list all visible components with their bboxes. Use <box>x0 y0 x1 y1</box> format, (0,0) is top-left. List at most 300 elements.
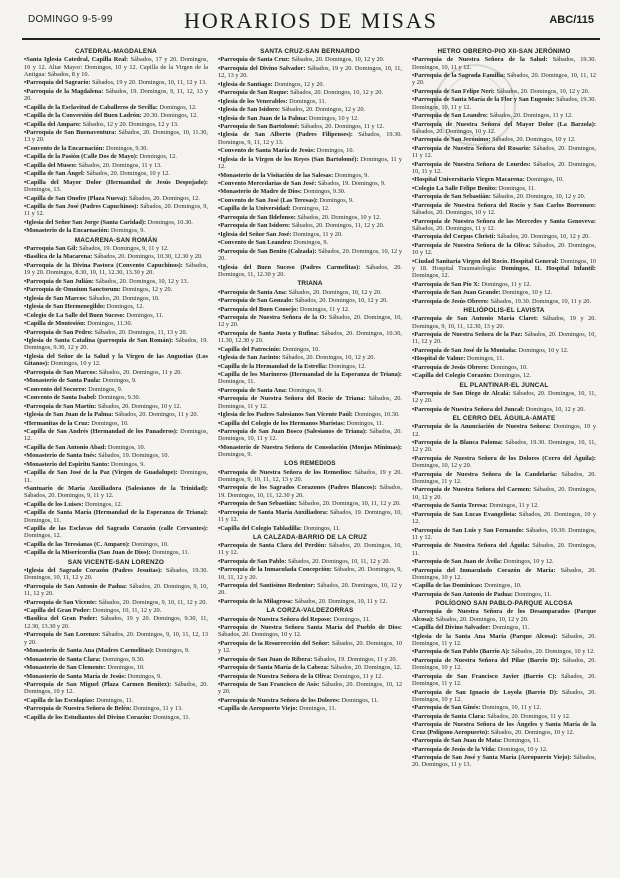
mass-schedule-entry <box>24 369 208 376</box>
church-name: Parroquia de la Anunciación de Nuestra Señora: <box>414 423 551 431</box>
church-name: Capilla de San Onofre (Plaza Nueva): <box>26 194 128 202</box>
mass-schedule-entry <box>412 673 596 688</box>
mass-schedule-entry <box>412 511 596 526</box>
mass-schedule-entry <box>412 704 596 711</box>
church-name: Monasterio de San Clemente: <box>26 664 106 672</box>
mass-schedule-entry <box>218 222 402 229</box>
mass-schedule-entry <box>218 306 402 313</box>
section-heading: TRIANA <box>297 280 323 288</box>
church-name: Parroquia de San Leandro: <box>414 112 488 120</box>
mass-schedule-entry <box>218 197 402 204</box>
church-name: Parroquia de la Resurrección del Señor: <box>220 639 330 647</box>
mass-schedule-entry <box>412 754 596 769</box>
church-name: Parroquia de Santa Justa y Rufina: <box>220 329 319 337</box>
mass-times: Domingos, 12. <box>157 103 197 111</box>
church-name: Parroquia de Santa María de la Cabeza: <box>220 664 329 672</box>
mass-times: Sábados, 19.30. Domingos, 9, 11, 12 y 13. <box>218 131 402 146</box>
church-name: Parroquia de Nuestra Señora de la Candelaria: <box>414 470 558 478</box>
mass-schedule-entry <box>218 115 402 122</box>
mass-schedule-entry <box>218 469 402 484</box>
church-name: Capilla de San Andrés (Hermandad de los Panaderos): <box>26 428 178 436</box>
church-name: Parroquia de San Pedro: <box>26 328 93 336</box>
section-heading: CATEDRAL-MAGDALENA <box>75 48 157 55</box>
mass-times: Sábados, 20. Domingos, 10. <box>87 294 160 302</box>
mass-schedule-entry <box>412 112 596 119</box>
church-name: Iglesia del Señor San Jorge (Santa Caridad): <box>26 218 147 226</box>
church-name: Capilla de San José (Padres Capuchinos): <box>26 203 139 211</box>
mass-schedule-entry <box>412 218 596 233</box>
mass-schedule-entry <box>218 89 402 96</box>
mass-schedule-entry <box>218 56 402 63</box>
mass-schedule-entry <box>24 112 208 119</box>
mass-schedule-entry <box>412 289 596 296</box>
church-name: Parroquia de Santa Cruz: <box>220 56 290 64</box>
church-name: Convento de la Encarnación: <box>26 144 105 152</box>
church-name: Parroquia de Nuestra Señora de los Remedios: <box>220 468 352 476</box>
church-name: Parroquia de Nuestra Señora del Águila: <box>414 542 530 550</box>
mass-times: Sábados, 20. Domingos, 10 y 12. <box>509 648 595 656</box>
mass-times: Domingos, 9. <box>292 239 329 247</box>
mass-times: Sábados, 19 y 20. Domingos, 10, 11, 12 y 13. <box>90 79 207 87</box>
mass-schedule-entry <box>24 428 208 443</box>
mass-schedule-entry <box>218 566 402 581</box>
mass-schedule-entry <box>24 541 208 548</box>
mass-times: Domingos, 10. <box>106 443 146 451</box>
church-name: Monasterio de Santa Inés: <box>26 452 97 460</box>
church-name: Parroquia de San Luis y San Fernando: <box>414 526 524 534</box>
mass-schedule-entry <box>24 549 208 556</box>
mass-times: Sábados, 20. Domingos, 11 y 12. <box>218 395 402 410</box>
church-name: Colegio La Salle Felipe Benito: <box>414 184 498 192</box>
mass-times: Sábados, 20. Domingos, 10 y 12. <box>489 728 575 736</box>
mass-times: Sábados, 20. Domingos, 10 y 12. <box>490 136 576 144</box>
church-name: Capilla de la Universidad: <box>220 205 291 213</box>
church-name: Iglesia de Santa Catalina (parroquia de San Román): <box>26 337 174 345</box>
church-name: Hermanitas de la Cruz: <box>26 419 90 427</box>
mass-times: Sábados, 17 y 20. Domingos, 10 y 12. Altar Mayor: Domingos, 10 y 12. Capilla de la Virgen de la Antigua: Sábados, 8 y 10. <box>24 56 208 78</box>
mass-schedule-entry <box>218 172 402 179</box>
church-name: Parroquia de Nuestra Señora del Rosario: <box>414 144 531 152</box>
church-name: Iglesia de la Virgen de los Reyes (San Bartolomé): <box>220 155 359 163</box>
column-middle <box>218 46 402 872</box>
church-name: Parroquia de la Milagrosa: <box>220 597 293 605</box>
mass-times: Domingos, 9. <box>153 647 190 655</box>
church-name: Parroquia de Jesús de la Vida: <box>414 745 497 753</box>
mass-schedule-entry <box>218 656 402 663</box>
mass-times: Domingos, 10 y 12. <box>500 289 552 297</box>
mass-schedule-entry <box>412 406 596 413</box>
mass-times: Sábados, 19. Domingos, 9. <box>316 180 386 187</box>
mass-schedule-entry <box>412 608 596 623</box>
column-right <box>412 46 596 872</box>
church-name: Parroquia de Nuestra Señora del Rocío de Triana: <box>220 395 366 403</box>
mass-schedule-entry <box>24 377 208 384</box>
mass-times: Sábados, 19 y 20. Domingos, 10, 11, 12, 13 y 20. <box>218 64 402 80</box>
mass-schedule-entry <box>218 420 402 427</box>
mass-schedule-entry <box>24 56 208 78</box>
church-name: Parroquia de San Benito (Calzada): <box>220 247 317 255</box>
church-name: Iglesia de San Isidoro: <box>220 106 281 114</box>
mass-times: Sábados, 20. Domingos, 10, 12 y 20. <box>434 615 529 623</box>
mass-times: Sábados, 19.30. Domingos, 10, 11 y 20. <box>488 297 592 305</box>
mass-times: Sábados, 20. Domingos, 10 y 12. <box>412 209 496 217</box>
church-name: Capilla de la Esclavitud de Caballeros de Sevilla: <box>26 103 158 111</box>
mass-times: Domingos, 9. <box>100 377 137 385</box>
mass-times: Domingos, 11. <box>301 524 341 532</box>
church-name: Parroquia de San Marcos: <box>26 368 98 376</box>
mass-times: Sábados, 20. Domingos, 10 y 12. <box>412 688 596 703</box>
mass-schedule-entry <box>218 616 402 623</box>
mass-times: Sábados, 20. Domingos, 10 y 12. <box>96 402 182 410</box>
church-name: Convento del Socorro: <box>26 385 87 393</box>
mass-times: Sábados, 20. Domingos, 11, 13 y 20. <box>92 328 188 336</box>
mass-times: Domingos, 12. <box>105 303 144 311</box>
mass-schedule-entry <box>218 214 402 221</box>
mass-schedule-entry <box>218 156 402 171</box>
mass-times: Sábados, 19.30. Domingos, 10, 11, 12 y 20. <box>412 439 596 454</box>
section-heading: LOS REMEDIOS <box>284 460 336 468</box>
mass-schedule-entry <box>412 372 596 379</box>
mass-times: Sábados, 20. Domingos, 10, 11 y 12. <box>218 542 402 557</box>
mass-schedule-entry <box>218 248 402 263</box>
mass-schedule-entry <box>24 444 208 451</box>
church-name: Parroquia de San Francisco Javier (Barrio C): <box>414 672 557 680</box>
mass-schedule-entry <box>218 444 402 459</box>
mass-times: Sábados, 20. Domingos, 10, 11.30, 13 y 20. <box>24 129 208 144</box>
mass-times: Domingos, 11. <box>287 97 327 105</box>
mass-times: Sábados, 20. Domingos, 11. <box>412 542 596 557</box>
church-name: Parroquia de la Blanca Paloma: <box>414 439 503 447</box>
mass-schedule-entry <box>412 746 596 753</box>
mass-schedule-entry <box>24 195 208 202</box>
mass-times: Domingos, 10 y 12. <box>496 745 548 753</box>
mass-times: Domingos, 9.30. <box>301 188 346 196</box>
mass-schedule-entry <box>24 607 208 614</box>
mass-times: Domingos, 12. <box>24 532 62 540</box>
mass-schedule-entry <box>24 337 208 352</box>
church-name: Capilla de la Conversión del Buen Ladrón: <box>26 112 142 120</box>
mass-times: Sábados, 20. Domingos, 10 y 12. <box>412 127 496 135</box>
mass-times: Domingos, 10, 12 y 20. <box>412 462 472 470</box>
church-name: Santuario de María Auxiliadora (Salesianos de la Trinidad): <box>26 485 208 493</box>
mass-times: Domingos, 10, 12 y 20. <box>524 405 585 413</box>
church-name: Capilla de los Estudiantes del Divino Corazón: <box>26 713 152 721</box>
mass-times: Domingos, 12. <box>138 153 177 161</box>
mass-times: Sábados, 20. Domingos, 10, 11, 12 y 20. <box>412 389 596 405</box>
mass-times: Sábados, 20. Domingos, 10 y 12. <box>295 213 381 221</box>
mass-times: Sábados, 20. Domingos, 10, 12 y 20. <box>495 233 590 241</box>
mass-schedule-entry <box>24 714 208 721</box>
mass-times: Domingos, 10. <box>488 363 528 371</box>
church-name: Iglesia de San Juan de la Palma: <box>26 411 114 419</box>
mass-times: Domingos, 10 y 12. <box>49 360 101 368</box>
mass-times: Domingos, 10 y 18. Hospital Traumatología: <box>412 257 596 273</box>
mass-times: Sábados, 20. Domingos, 10, 12 y 20. <box>218 314 402 329</box>
church-name: Parroquia de Nuestra Señora de las Mercedes y Santa Genoveva: <box>414 217 596 225</box>
mass-schedule-entry <box>24 599 208 606</box>
church-name: Convento de Santa María de Jesús: <box>220 147 316 155</box>
mass-schedule-entry <box>24 583 208 598</box>
mass-times: Sábados, 19 y 20. Domingos, 9.30, 11, 12.30, 13.30 y 20. <box>24 615 208 630</box>
mass-schedule-entry <box>24 411 208 418</box>
mass-times: Sábados, 19 y 20. Domingos, 9, 10, 11, 12, 13 y 20. <box>218 468 402 483</box>
church-name: Parroquia del Santísimo Redentor: <box>220 582 316 590</box>
mass-schedule-entry <box>412 471 596 486</box>
mass-times: Sábados, 19. Domingos, 9.30, 12 y 20. <box>24 337 208 352</box>
mass-schedule-entry <box>24 525 208 540</box>
mass-schedule-entry <box>24 615 208 630</box>
mass-times: Domingos, 11 y 12. <box>479 280 532 288</box>
church-name: Parroquia de San Juan de Ribera: <box>220 655 313 663</box>
church-name: Capilla de la Pasión (Calle Dos de Mayo): <box>26 153 138 161</box>
church-name: Parroquia de Nuestra Señora del Juncal: <box>414 405 525 413</box>
mass-times: Domingos, 11. <box>218 378 256 386</box>
church-name: Capilla de Montesión: <box>26 320 86 328</box>
mass-times: Domingos, 9. <box>126 672 162 680</box>
mass-schedule-entry <box>218 387 402 394</box>
church-name: Parroquia de San José y Santa María (Aeropuerto Viejo): <box>414 754 572 762</box>
mass-schedule-entry <box>218 106 402 113</box>
mass-times: Sábados, 20. Domingos, 10 y 12. <box>412 656 596 672</box>
mass-schedule-entry <box>24 673 208 680</box>
church-name: Hospital de Valme: <box>414 355 466 363</box>
mass-times: Domingos, 11 y 12. <box>218 155 402 171</box>
mass-schedule-entry <box>218 314 402 329</box>
mass-times: Domingos, 12 y 20. <box>272 80 325 88</box>
mass-times: Sábados, 20. Domingos, 10, 12 y 20. <box>412 486 596 501</box>
mass-times: Domingos, 13. <box>24 186 62 194</box>
mass-schedule-entry <box>412 136 596 143</box>
mass-times: Domingos, 11. <box>124 311 164 319</box>
church-name: Domingos, 11. Hospital Infantil: <box>496 265 596 273</box>
church-name: Capilla de la Misericordia (San Juan de Dios): <box>26 549 151 557</box>
church-name: Monasterio de la Encarnación: <box>26 227 110 235</box>
church-name: Ciudad Sanitaria Virgen del Rocío. Hospital General: <box>414 257 559 265</box>
mass-schedule-entry <box>24 179 208 194</box>
mass-times: Domingos, 10.30. <box>146 218 193 226</box>
church-name: Capilla del Colegio Tabladilla: <box>220 524 302 532</box>
mass-schedule-entry <box>24 153 208 160</box>
mass-times: Sábados, 19.30. Domingos, 10, 11 y 12. <box>412 96 596 111</box>
church-name: Capilla del Gran Poder: <box>26 607 92 614</box>
mass-times: Domingos, 11. <box>502 737 541 745</box>
church-name: Parroquia de San Antonio María Claret: <box>414 315 539 323</box>
mass-times: Sábados, 20. Domingos, 9, 10, 11, 12 y 20. <box>24 582 208 598</box>
church-name: Capilla del Colegio Corazón: <box>414 372 493 380</box>
mass-schedule-entry <box>412 88 596 95</box>
church-name: Parroquia de San Martín: <box>26 402 97 410</box>
church-name: Parroquia de San Lorenzo: <box>26 631 101 639</box>
mass-schedule-entry <box>24 461 208 468</box>
section-heading: POLÍGONO SAN PABLO-PARQUE ALCOSA <box>435 600 573 608</box>
church-name: Parroquia de Nuestra Señora de la Oliva: <box>220 672 332 680</box>
mass-schedule-entry <box>412 298 596 305</box>
mass-schedule-entry <box>412 624 596 631</box>
church-name: Parroquia de Nuestra Señora del Mayor Dolor (La Barzola): <box>414 120 596 128</box>
mass-times: Sábados, 20. Domingos, 11 y 12. <box>412 632 596 647</box>
mass-schedule-entry <box>412 331 596 346</box>
mass-schedule-entry <box>24 253 208 260</box>
mass-schedule-entry <box>218 239 402 246</box>
mass-times: Sábados, 20. Domingos, 9, 10, 11, 12, 13 y 20. <box>24 631 208 646</box>
mass-times: Domingos, 9. <box>109 460 145 468</box>
mass-times: Sábados, 20. Domingos, 9, 10, 11, 12 y 20. <box>96 598 207 606</box>
mass-schedule-entry <box>24 129 208 144</box>
church-name: Parroquia de Jesús Obrero: <box>414 363 489 371</box>
mass-times: Sábados, 20. Domingos, 10, 12 y 20. <box>218 247 402 263</box>
mass-schedule-entry <box>412 721 596 736</box>
mass-times: Domingos, 12. <box>290 205 330 213</box>
mass-times: Domingos, 12 y 20. <box>120 286 173 294</box>
mass-schedule-entry <box>218 98 402 105</box>
mass-schedule-entry <box>24 312 208 319</box>
mass-schedule-entry <box>218 297 402 304</box>
church-name: Convento de Santa Isabel: <box>26 394 97 402</box>
mass-schedule-entry <box>24 631 208 646</box>
mass-schedule-entry <box>218 525 402 532</box>
mass-times: Sábados, 20. Domingos, 10 y 12. <box>412 510 596 526</box>
section-heading: SANTA CRUZ-SAN BERNARDO <box>260 48 360 55</box>
mass-schedule-entry <box>218 411 402 418</box>
mass-schedule-entry <box>24 295 208 302</box>
mass-schedule-entry <box>24 697 208 704</box>
mass-times: Domingos, 9. <box>86 385 123 393</box>
mass-times: Domingos, 12. <box>492 372 531 380</box>
mass-schedule-entry <box>412 689 596 704</box>
mass-times: Sábados, 20. Domingos, 10 y 12. <box>412 241 596 257</box>
church-name: Parroquia de Nuestra Señora del Rocío y San Carlos Borromeo: <box>414 201 596 209</box>
mass-times: Sábados, 20. Domingos, 10, 12 y 20. <box>218 681 402 696</box>
header-date: DOMINGO 9-5-99 <box>28 14 113 25</box>
mass-times: Sábados, 20. Domingos, 11 y 20. <box>97 368 182 376</box>
mass-times: Domingos, 10. <box>315 147 355 155</box>
church-name: Monasterio de Santa Ana (Madres Carmelitas): <box>26 647 154 655</box>
church-name: Parroquia de San Juan Bosco (Salesianos de Triana): <box>220 428 368 436</box>
church-name: Basílica de la Macarena: <box>26 253 93 261</box>
mass-schedule-entry <box>218 664 402 671</box>
mass-times: Domingos, 9.30. <box>96 394 141 402</box>
mass-times: Sábados, 19.30. Domingos, 10, 11 y 12. <box>412 56 596 71</box>
mass-times: Sábados, 20. Domingos, 10, 12 y 20. <box>218 582 402 597</box>
mass-times: Sábados, 20. Domingos, 9, 11 y 12. <box>24 203 208 218</box>
mass-times: Domingos, 9. <box>218 451 253 459</box>
church-name: Parroquia del Sagrario: <box>26 79 91 87</box>
mass-schedule-entry <box>412 439 596 454</box>
church-name: Capilla de los Marineros (Hermandad de la Esperanza de Triana): <box>220 371 402 379</box>
mass-times: Domingos, 9. <box>317 196 354 204</box>
church-name: Parroquia del Inmaculado Corazón de María: <box>414 566 556 574</box>
church-name: Hospital Universitario Virgen Macarena: <box>414 176 525 184</box>
mass-times: Sábados, 20. Domingos, 10, 11, 12 y 20. <box>296 500 401 508</box>
church-name: Iglesia del Sagrado Corazón (Padres Jesuitas): <box>26 566 163 574</box>
church-name: Parroquia de Santa María Auxiliadora: <box>220 508 329 516</box>
mass-times: Sábados, 20. Domingos, 10, 11 y 12. <box>412 160 596 175</box>
mass-schedule-entry <box>218 346 402 353</box>
mass-schedule-entry <box>24 203 208 218</box>
church-name: Monasterio de Nuestra Señora de Consolación (Monjas Mínimas): <box>220 443 402 451</box>
mass-times: Domingos, 11. <box>331 615 371 623</box>
mass-schedule-entry <box>412 648 596 655</box>
mass-schedule-entry <box>218 509 402 524</box>
mass-schedule-entry <box>218 81 402 88</box>
mass-times: Sábados, 20. Domingos, 11 y 12. <box>412 144 596 160</box>
church-name: Parroquia de Nuestra Señora de los Dolores (Cerro del Águila): <box>414 454 596 462</box>
church-name: Capilla de las Dominicas: <box>414 582 483 590</box>
mass-schedule-entry <box>24 320 208 327</box>
church-name: Convento de San José (Las Teresas): <box>220 196 318 204</box>
church-name: Iglesia de San Juan de la Palma: <box>220 114 308 122</box>
church-name: Capilla de San Antonio Abad: <box>26 443 107 451</box>
mass-times: Domingos, 9.30. <box>104 144 148 152</box>
mass-schedule-entry <box>412 502 596 509</box>
mass-schedule-entry <box>24 656 208 663</box>
mass-schedule-entry <box>412 582 596 589</box>
church-name: Parroquia de Nuestra Señora de la O: <box>220 314 327 321</box>
mass-schedule-entry <box>218 598 402 605</box>
mass-times: Sábados, 20. Domingos, 10, 11 y 12. <box>292 597 388 605</box>
mass-times: Sábados, 20. Domingos, 10, 12 y 20. <box>287 288 382 296</box>
church-name: Parroquia de San José de la Montaña: <box>414 346 517 354</box>
mass-schedule-entry <box>218 697 402 704</box>
church-name: Parroquia de San Pablo: <box>220 557 287 565</box>
mass-schedule-entry <box>218 371 402 386</box>
mass-schedule-entry <box>412 202 596 217</box>
church-name: Capilla de San Ángel: <box>26 170 85 178</box>
mass-schedule-entry <box>412 486 596 501</box>
mass-schedule-entry <box>218 65 402 80</box>
church-name: Monasterio del Espíritu Santo: <box>26 460 110 468</box>
church-name: Iglesia de San Hermenegildo: <box>26 303 106 311</box>
mass-schedule-entry <box>24 681 208 696</box>
mass-schedule-entry <box>24 219 208 226</box>
mass-schedule-entry <box>218 484 402 499</box>
header-rule <box>22 38 600 40</box>
mass-times: Sábados, 20. Domingos, 10, 11, 12 y 20. <box>412 331 596 346</box>
mass-schedule-entry <box>412 185 596 192</box>
mass-times: Sábados, 19.30. Domingos, 11 y 12. <box>412 526 596 541</box>
church-name: Iglesia de los Padres Salesianos San Vicente Paúl: <box>220 411 353 419</box>
mass-schedule-entry <box>24 104 208 111</box>
mass-schedule-entry <box>24 469 208 484</box>
mass-times: Domingos, 11 y 12. <box>298 305 350 313</box>
church-name: Parroquia de San Antonio de Padua: <box>414 590 513 598</box>
mass-schedule-entry <box>412 591 596 598</box>
church-name: Capilla del Colegio de los Hermanos Maristas: <box>220 419 346 427</box>
mass-times: Sábados, 19. Domingos, 9, 11, 12, 13 y 20. <box>24 87 208 103</box>
mass-schedule-entry <box>218 131 402 146</box>
church-name: Iglesia del Señor San José: <box>220 230 292 238</box>
church-name: Parroquia de Santa Ana: <box>220 386 288 394</box>
church-name: Parroquia de San Sebastián: <box>414 193 491 201</box>
church-name: Capilla de las Esclavas del Sagrado Corazón (calle Cervantes): <box>26 525 208 533</box>
mass-times: Domingos, 11. <box>497 184 536 192</box>
church-name: Parroquia de San Isidoro: <box>220 222 291 230</box>
church-name: Capilla de las Teresianas (C. Amparo): <box>26 540 130 548</box>
mass-times: Domingos, 9. <box>287 386 323 394</box>
church-name: Convento Mercedarias de San José: <box>220 180 317 187</box>
church-name: Parroquia de San Ildefonso: <box>220 213 296 221</box>
mass-times: Sábados, 20. Domingos, 12. <box>328 664 402 672</box>
mass-times: Domingos, 11. <box>339 696 379 704</box>
mass-times: Sábados, 20. Domingos, 10, 12 y 20. <box>494 87 590 95</box>
church-name: Iglesia del Señor de la Salud y la Virgen de las Angustias (Los Gitanos): <box>24 352 208 368</box>
church-name: Capilla de San José de la Paz (Virgen de Guadalupe): <box>26 469 178 477</box>
mass-times: Sábados, 19 y 20. Domingos, 9, 10, 11, 12.30, 13 y 20. <box>412 315 596 330</box>
mass-times: Domingos, 10. <box>280 345 320 353</box>
mass-schedule-entry <box>24 286 208 293</box>
mass-schedule-entry <box>218 640 402 655</box>
mass-schedule-entry <box>24 403 208 410</box>
